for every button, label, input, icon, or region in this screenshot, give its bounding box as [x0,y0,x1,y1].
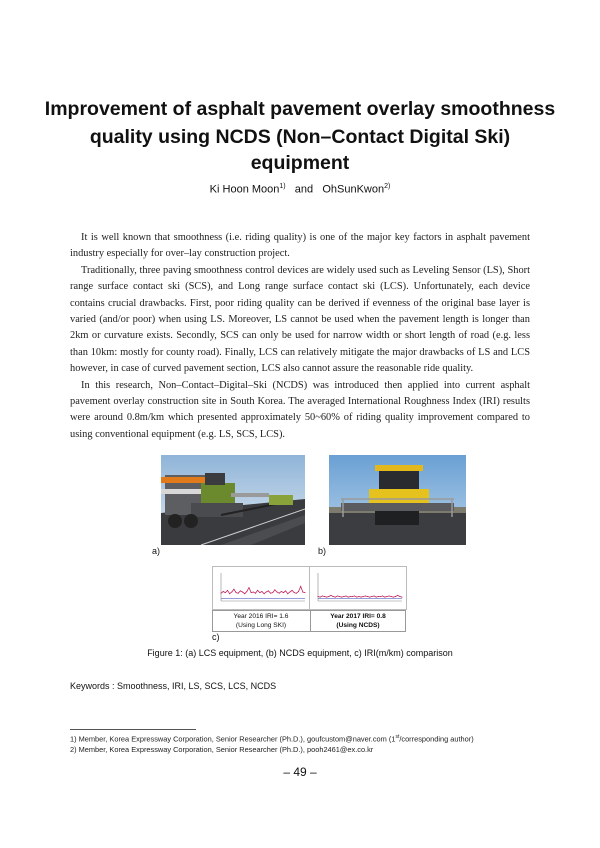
iri-data-point [395,596,396,597]
photo-ncds-equipment [329,455,466,545]
footnote-1-text-end: /corresponding author) [399,734,474,744]
photo-lcs-equipment [161,455,305,545]
footnote-1-text: 1) Member, Korea Expressway Corporation, Senior Researcher (Ph.D.), goufcustom@naver.com (1 [70,734,396,744]
iri-data-point [305,592,306,593]
iri-data-point [253,592,254,593]
iri-data-point [294,592,295,593]
figure-label-c: c) [212,632,220,642]
iri-data-point [350,596,351,597]
iri-data-point [264,593,265,594]
iri-data-point [231,592,232,593]
iri-data-point [365,596,366,597]
footnote-1 [70,734,474,743]
figure-caption: Figure 1: (a) LCS equipment, (b) NCDS equipment, c) IRI(m/km) comparison [147,648,453,658]
iri-data-point [242,592,243,593]
iri-data-point [236,592,237,593]
iri-data-point [358,596,359,597]
iri-data-point [287,593,288,594]
paper-title-line-1: Improvement of asphalt pavement overlay smoothness [44,98,556,120]
figure-label-a: a) [152,546,161,556]
iri-data-point [326,597,327,598]
iri-data-point [255,593,256,594]
iri-data-point [324,596,325,597]
iri-data-point [386,596,387,597]
author-1: Ki Hoon Moon [209,183,280,196]
iri-data-point [320,597,321,598]
iri-data-point [318,596,319,597]
iri-data-point [292,590,293,591]
iri-data-point [337,596,338,597]
chart-2017-box [309,566,407,610]
iri-data-point [249,587,250,588]
iri-data-point [283,592,284,593]
iri-data-point [227,590,228,591]
iri-data-point [402,597,403,598]
iri-data-point [238,593,239,594]
iri-data-point [285,590,286,591]
iri-data-point [397,595,398,596]
iri-data-point [277,592,278,593]
iri-data-point [246,591,247,592]
iri-data-point [266,592,267,593]
iri-data-point [270,593,271,594]
iri-data-point [279,593,280,594]
iri-data-point [374,596,375,597]
chart-labels-box [212,610,406,632]
iri-data-point [378,596,379,597]
footnote-rule [70,729,196,730]
iri-data-point [229,593,230,594]
author-1-affiliation-mark: 1) [279,183,286,190]
authors-and: and [294,183,314,196]
iri-data-point [221,593,222,594]
abstract-paragraph-3: In this research, Non–Contact–Digital–Ski (NCDS) was introduced then applied into current asphalt pavement overlay construction site in South Korea. The averaged International Roughness Index (IRI) results were around 0.8m/km which presented approximately 50~60% of riding quality improvement compared to using conventional equipment (e.g. LS, SCS, LCS). [70,379,530,440]
iri-data-point [361,597,362,598]
iri-data-point [300,586,301,587]
chart-2017-subtitle: (Using NCDS) [336,622,380,629]
iri-data-point [233,589,234,590]
iri-data-point [261,591,262,592]
iri-data-point [272,592,273,593]
iri-data-point [257,590,258,591]
iri-data-point [244,593,245,594]
iri-data-point [281,591,282,592]
iri-data-point [382,596,383,597]
iri-data-point [302,592,303,593]
chart-2017-title: Year 2017 IRI= 0.8 [330,613,386,620]
paper-title-line-2: quality using NCDS (Non–Contact Digital Ski) equipment [89,126,511,174]
authors [0,183,600,196]
iri-data-point [274,589,275,590]
iri-data-point [333,596,334,597]
iri-data-point [352,596,353,597]
iri-data-point [367,596,368,597]
iri-data-point [225,592,226,593]
iri-data-point [339,596,340,597]
iri-data-point [376,597,377,598]
iri-data-point [259,592,260,593]
abstract-paragraph-2: Traditionally, three paving smoothness control devices are widely used such as Leveling Sensor (LS), Short range surface contact ski (SCS), and Long range surface contact ski (LCS). Unfortunately, each device contains crucial drawbacks. First, poor riding quality can be derived if evenness of the original base layer is varied (and/or poor) when using LS. Moreover, LS cannot be used when the pavement length is longer than 2km or curvature exists. Secondly, SCS can only be used for narrow width or short length of road (e.g. less than 10km: mostly for county road). Finally, LCS can relatively mitigate the major drawbacks of LS and LCS however, in case of curved pavement section, LCS also cannot assure the reasonable ride quality. [70,264,530,375]
iri-data-point [330,595,331,596]
iri-data-point [341,597,342,598]
iri-data-point [369,597,370,598]
iri-data-point [363,596,364,597]
footnote-2: 2) Member, Korea Expressway Corporation, Senior Researcher (Ph.D.), pooh2461@ex.co.kr [70,745,374,754]
iri-data-point [251,592,252,593]
chart-2016 [213,567,309,609]
iri-data-point [268,590,269,591]
abstract [70,230,530,443]
chart-2017 [310,567,406,609]
iri-data-point [346,596,347,597]
iri-data-point [298,591,299,592]
iri-data-point [380,596,381,597]
iri-data-point [356,597,357,598]
abstract-paragraph-1: It is well known that smoothness (i.e. riding quality) is one of the major key factors in asphalt pavement industry especially for over–lay construction project. [70,232,530,260]
figure-label-b: b) [318,546,327,556]
iri-data-point [296,593,297,594]
iri-data-point [354,596,355,597]
iri-data-point [289,592,290,593]
iri-data-point [384,597,385,598]
iri-data-point [348,597,349,598]
footnote-1-sup: st [395,734,400,740]
iri-data-point [335,597,336,598]
iri-data-point [391,596,392,597]
iri-comparison-panel [212,566,406,632]
iri-data-point [322,596,323,597]
iri-data-point [240,590,241,591]
iri-data-point [399,596,400,597]
chart-2016-title: Year 2016 IRI= 1.6 [233,613,289,620]
iri-data-point [371,596,372,597]
iri-data-point [223,591,224,592]
page-number: – 49 – [283,765,317,779]
author-2: OhSunKwon [322,183,385,196]
keywords: Keywords : Smoothness, IRI, LS, SCS, LCS, NCDS [70,681,277,691]
chart-2016-subtitle: (Using Long SKI) [235,622,287,629]
iri-data-point [393,597,394,598]
iri-data-point [389,596,390,597]
author-2-affiliation-mark: 2) [384,183,391,190]
iri-data-point [343,596,344,597]
chart-2016-box [212,566,310,610]
iri-data-point [328,596,329,597]
